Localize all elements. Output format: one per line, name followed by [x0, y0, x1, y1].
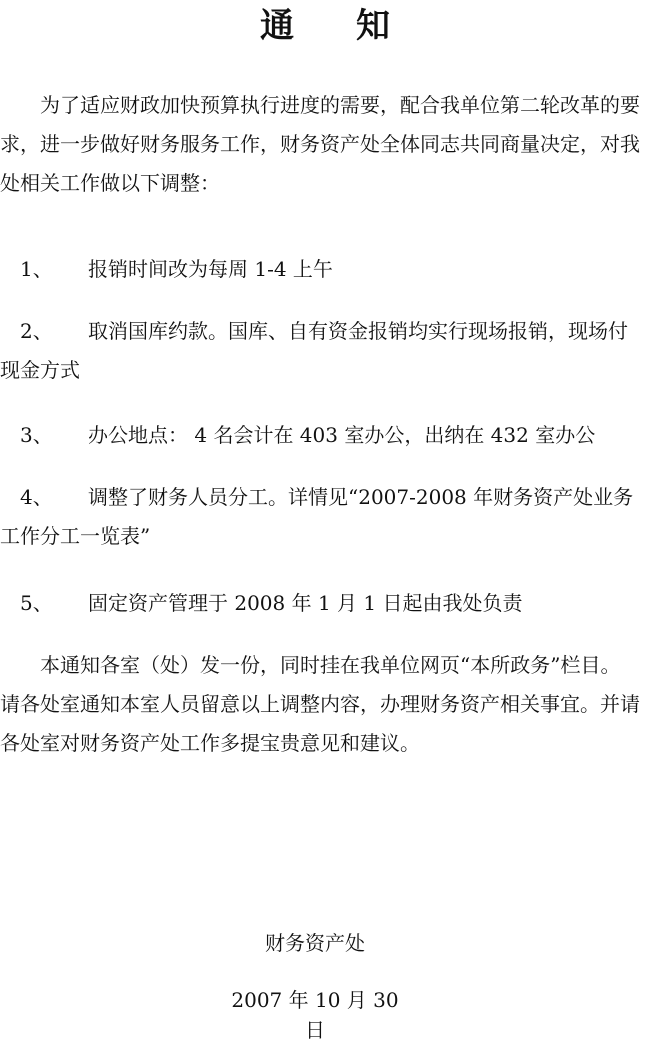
- item-text: 固定资产管理于 2008 年 1 月 1 日起由我处负责: [88, 591, 523, 615]
- list-item: [0, 478, 640, 556]
- item-number: 1、: [20, 257, 53, 281]
- document-title: 通知: [260, 6, 452, 46]
- item-text: 办公地点： 4 名会计在 403 室办公，出纳在 432 室办公: [88, 423, 596, 447]
- item-number: 5、: [20, 591, 53, 615]
- list-item: [0, 416, 640, 455]
- signature: 财务资产处: [265, 931, 365, 955]
- item-text: 报销时间改为每周 1-4 上午: [88, 257, 333, 281]
- closing-paragraph: 本通知各室（处）发一份，同时挂在我单位网页“本所政务”栏目。请各处室通知本室人员留意以上调整内容，办理财务资产相关事宜。并请各处室对财务资产处工作多提宝贵意见和建议。: [0, 653, 640, 755]
- item-text: 取消国库约款。国库、自有资金报销均实行现场报销，现场付现金方式: [0, 319, 628, 382]
- list-item: [0, 250, 640, 289]
- item-number: 4、: [20, 485, 53, 509]
- item-number: 2、: [20, 319, 53, 343]
- item-text: 调整了财务人员分工。详情见“2007-2008 年财务资产处业务工作分工一览表”: [0, 485, 634, 548]
- item-number: 3、: [20, 423, 53, 447]
- list-item: [0, 584, 640, 623]
- list-item: [0, 312, 640, 390]
- intro-paragraph: 为了适应财政加快预算执行进度的需要，配合我单位第二轮改革的要求，进一步做好财务服务工作，财务资产处全体同志共同商量决定，对我处相关工作做以下调整：: [0, 93, 640, 195]
- issue-date: 2007 年 10 月 30 日: [231, 988, 399, 1042]
